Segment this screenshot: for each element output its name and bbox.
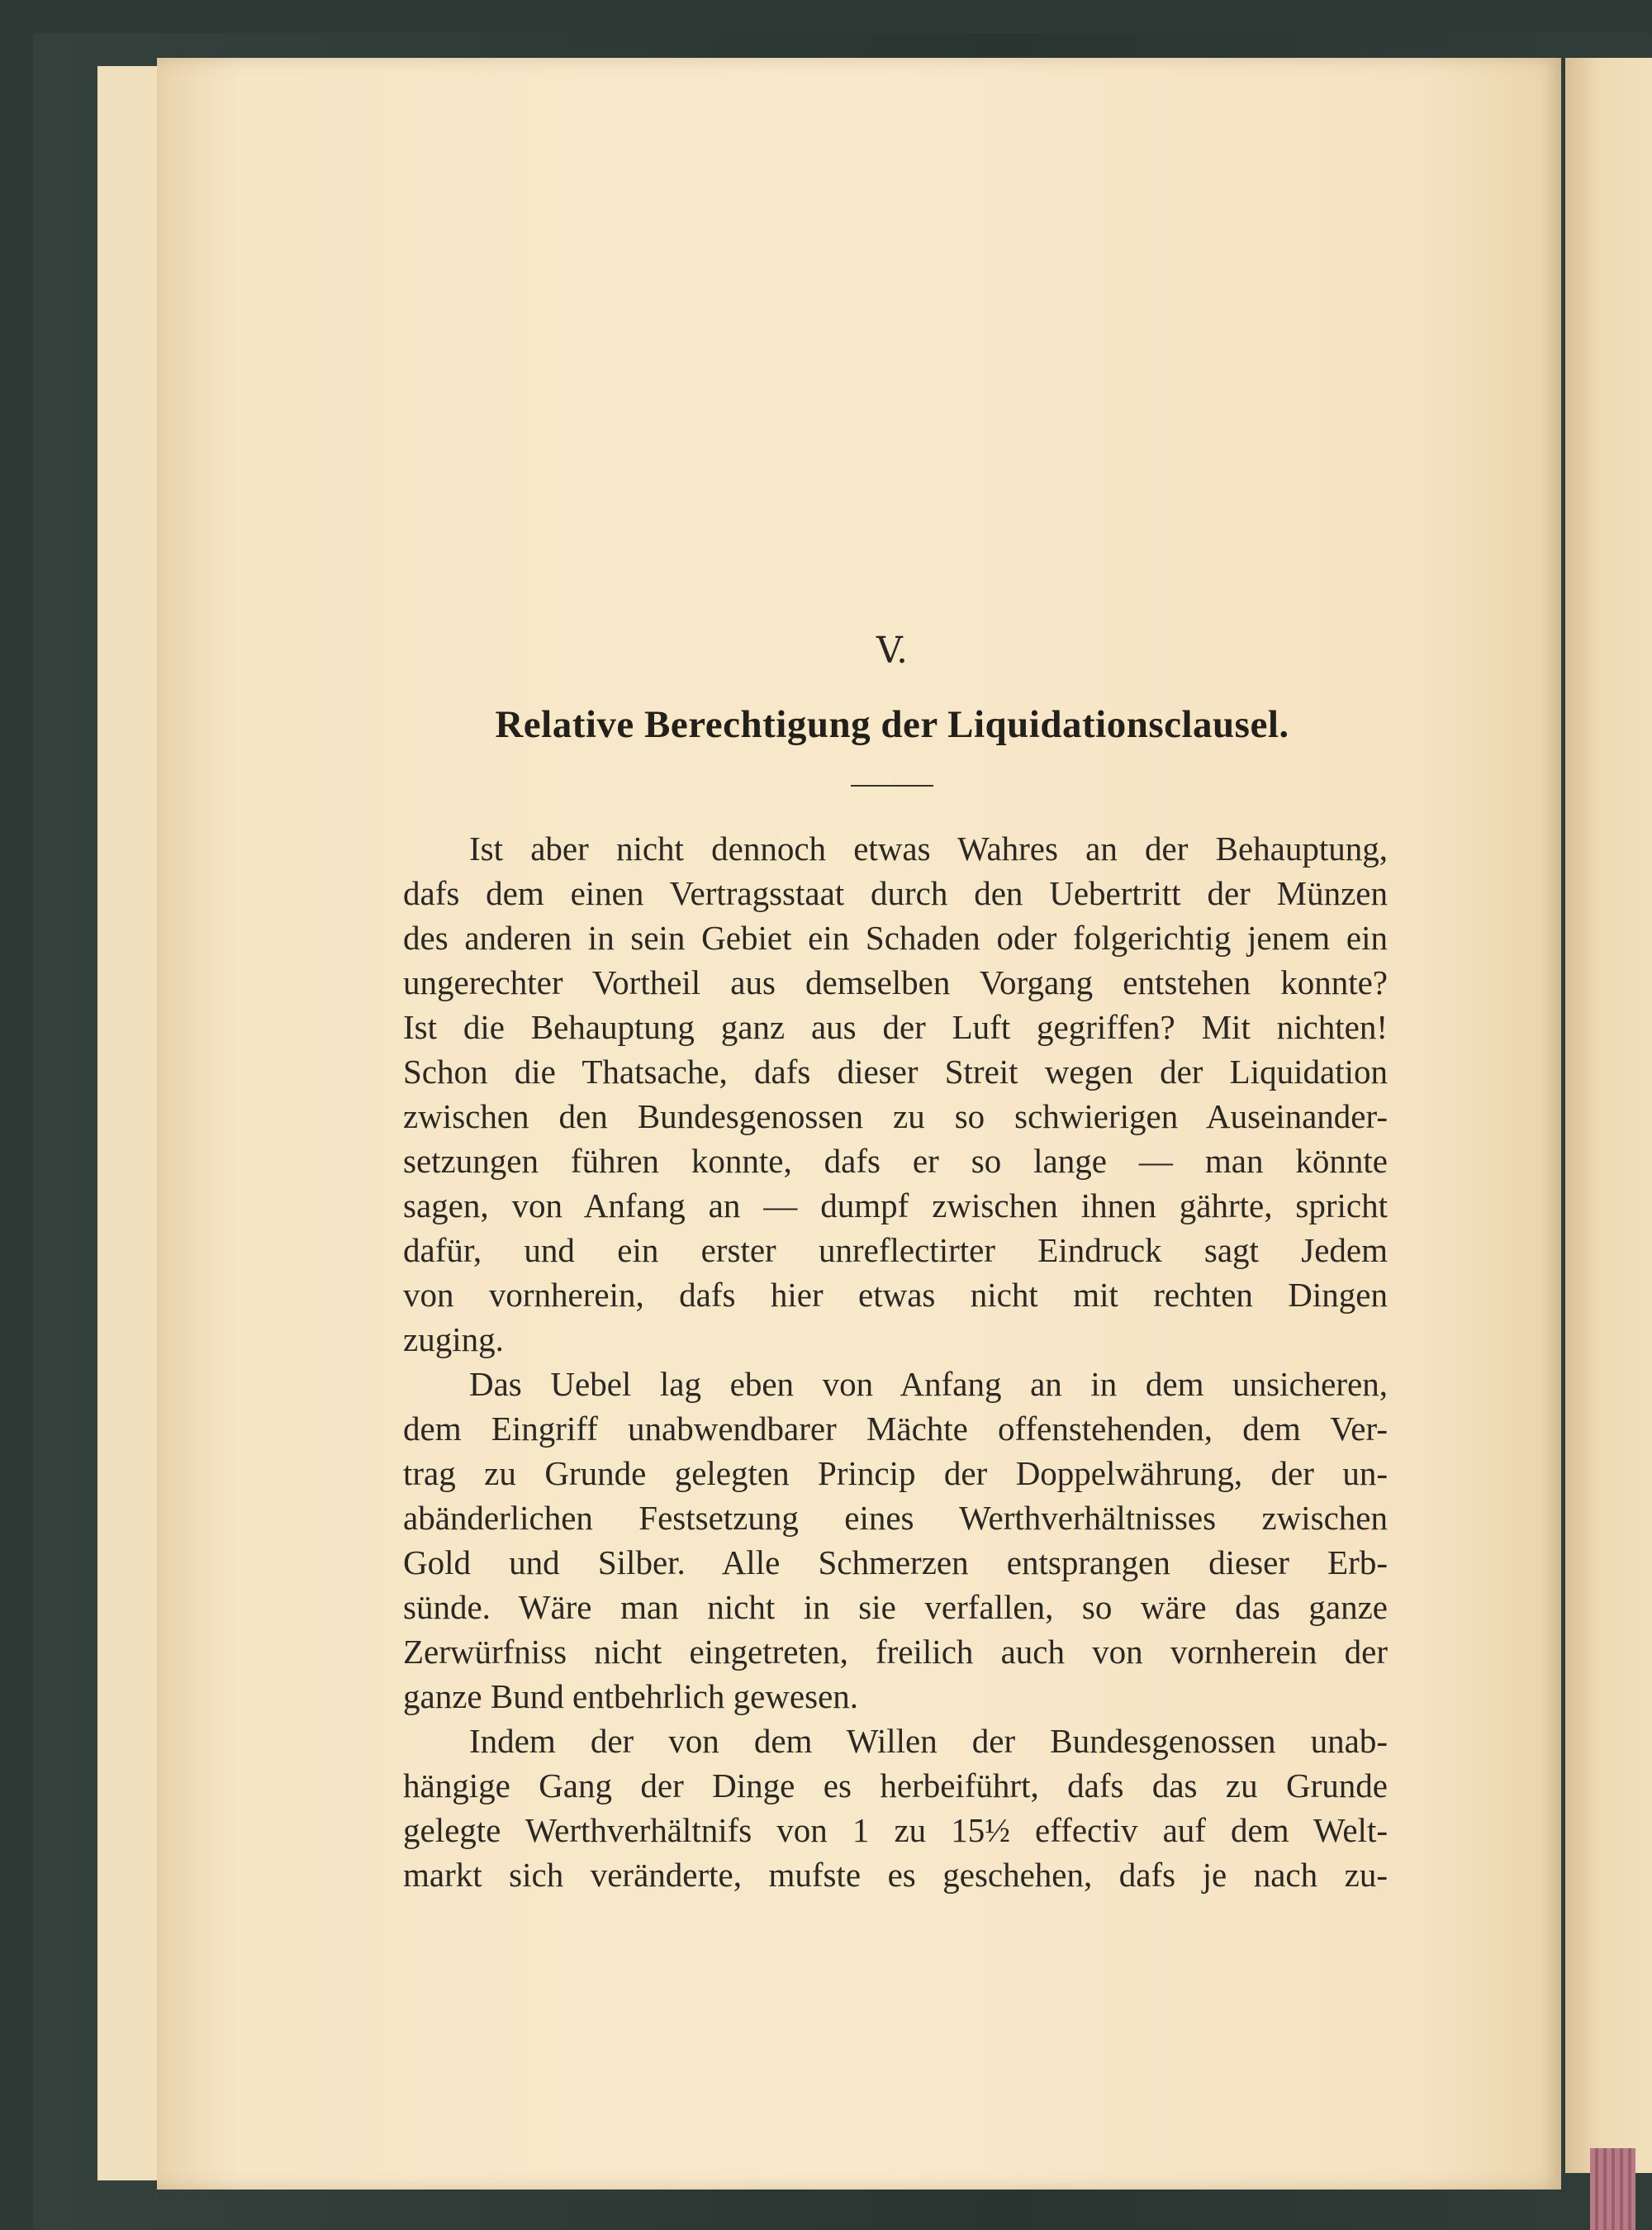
text-line: Ist die Behauptung ganz aus der Luft gegriffen? Mit nichten!	[403, 1008, 1388, 1046]
text-line: setzungen führen konnte, dafs er so lange — man könnte	[403, 1142, 1388, 1180]
text-line: zwischen den Bundesgenossen zu so schwierigen Auseinander-	[403, 1097, 1388, 1135]
text-line: markt sich veränderte, mufste es geschehen, dafs je nach zu-	[403, 1856, 1388, 1894]
paragraph-1	[403, 826, 1388, 1362]
text-line: ganze Bund entbehrlich gewesen.	[403, 1677, 859, 1715]
text-line: abänderlichen Festsetzung eines Werthverhältnisses zwischen	[403, 1499, 1388, 1537]
ribbon-bookmark	[1590, 2148, 1635, 2230]
text-line: Ist aber nicht dennoch etwas Wahres an der Behauptung,	[469, 830, 1388, 868]
text-line: ungerechter Vortheil aus demselben Vorgang entstehen konnte?	[403, 963, 1388, 1001]
text-line: Schon die Thatsache, dafs dieser Streit wegen der Liquidation	[403, 1053, 1388, 1091]
text-line: Zerwürfniss nicht eingetreten, freilich auch von vornherein der	[403, 1633, 1388, 1671]
text-line: dafür, und ein erster unreflectirter Eindruck sagt Jedem	[403, 1231, 1388, 1269]
title-rule	[851, 785, 933, 787]
facing-page-edge	[1565, 58, 1652, 2173]
text-line: Gold und Silber. Alle Schmerzen entsprangen dieser Erb-	[403, 1543, 1388, 1581]
text-line: dafs dem einen Vertragsstaat durch den Uebertritt der Münzen	[403, 874, 1388, 912]
text-line: hängige Gang der Dinge es herbeiführt, dafs das zu Grunde	[403, 1766, 1388, 1804]
text-line: zuging.	[403, 1320, 504, 1358]
text-line: des anderen in sein Gebiet ein Schaden oder folgerichtig jenem ein	[403, 919, 1388, 957]
text-line: Indem der von dem Willen der Bundesgenossen unab-	[469, 1722, 1388, 1760]
paragraph-3	[403, 1719, 1388, 1897]
text-line: von vornherein, dafs hier etwas nicht mit rechten Dingen	[403, 1276, 1388, 1314]
chapter-title: Relative Berechtigung der Liquidationsclausel.	[495, 703, 1289, 746]
text-line: gelegte Werthverhältnifs von 1 zu 15½ effectiv auf dem Welt-	[403, 1811, 1388, 1849]
text-line: Das Uebel lag eben von Anfang an in dem unsicheren,	[469, 1365, 1388, 1403]
text-line: trag zu Grunde gelegten Princip der Doppelwährung, der un-	[403, 1454, 1388, 1492]
text-line: sünde. Wäre man nicht in sie verfallen, so wäre das ganze	[403, 1588, 1388, 1626]
paragraph-2	[403, 1362, 1388, 1719]
chapter-number: V.	[876, 630, 909, 672]
text-line: dem Eingriff unabwendbarer Mächte offenstehenden, dem Ver-	[403, 1410, 1388, 1448]
body-text	[403, 826, 1388, 1897]
text-line: sagen, von Anfang an — dumpf zwischen ihnen gährte, spricht	[403, 1186, 1388, 1224]
